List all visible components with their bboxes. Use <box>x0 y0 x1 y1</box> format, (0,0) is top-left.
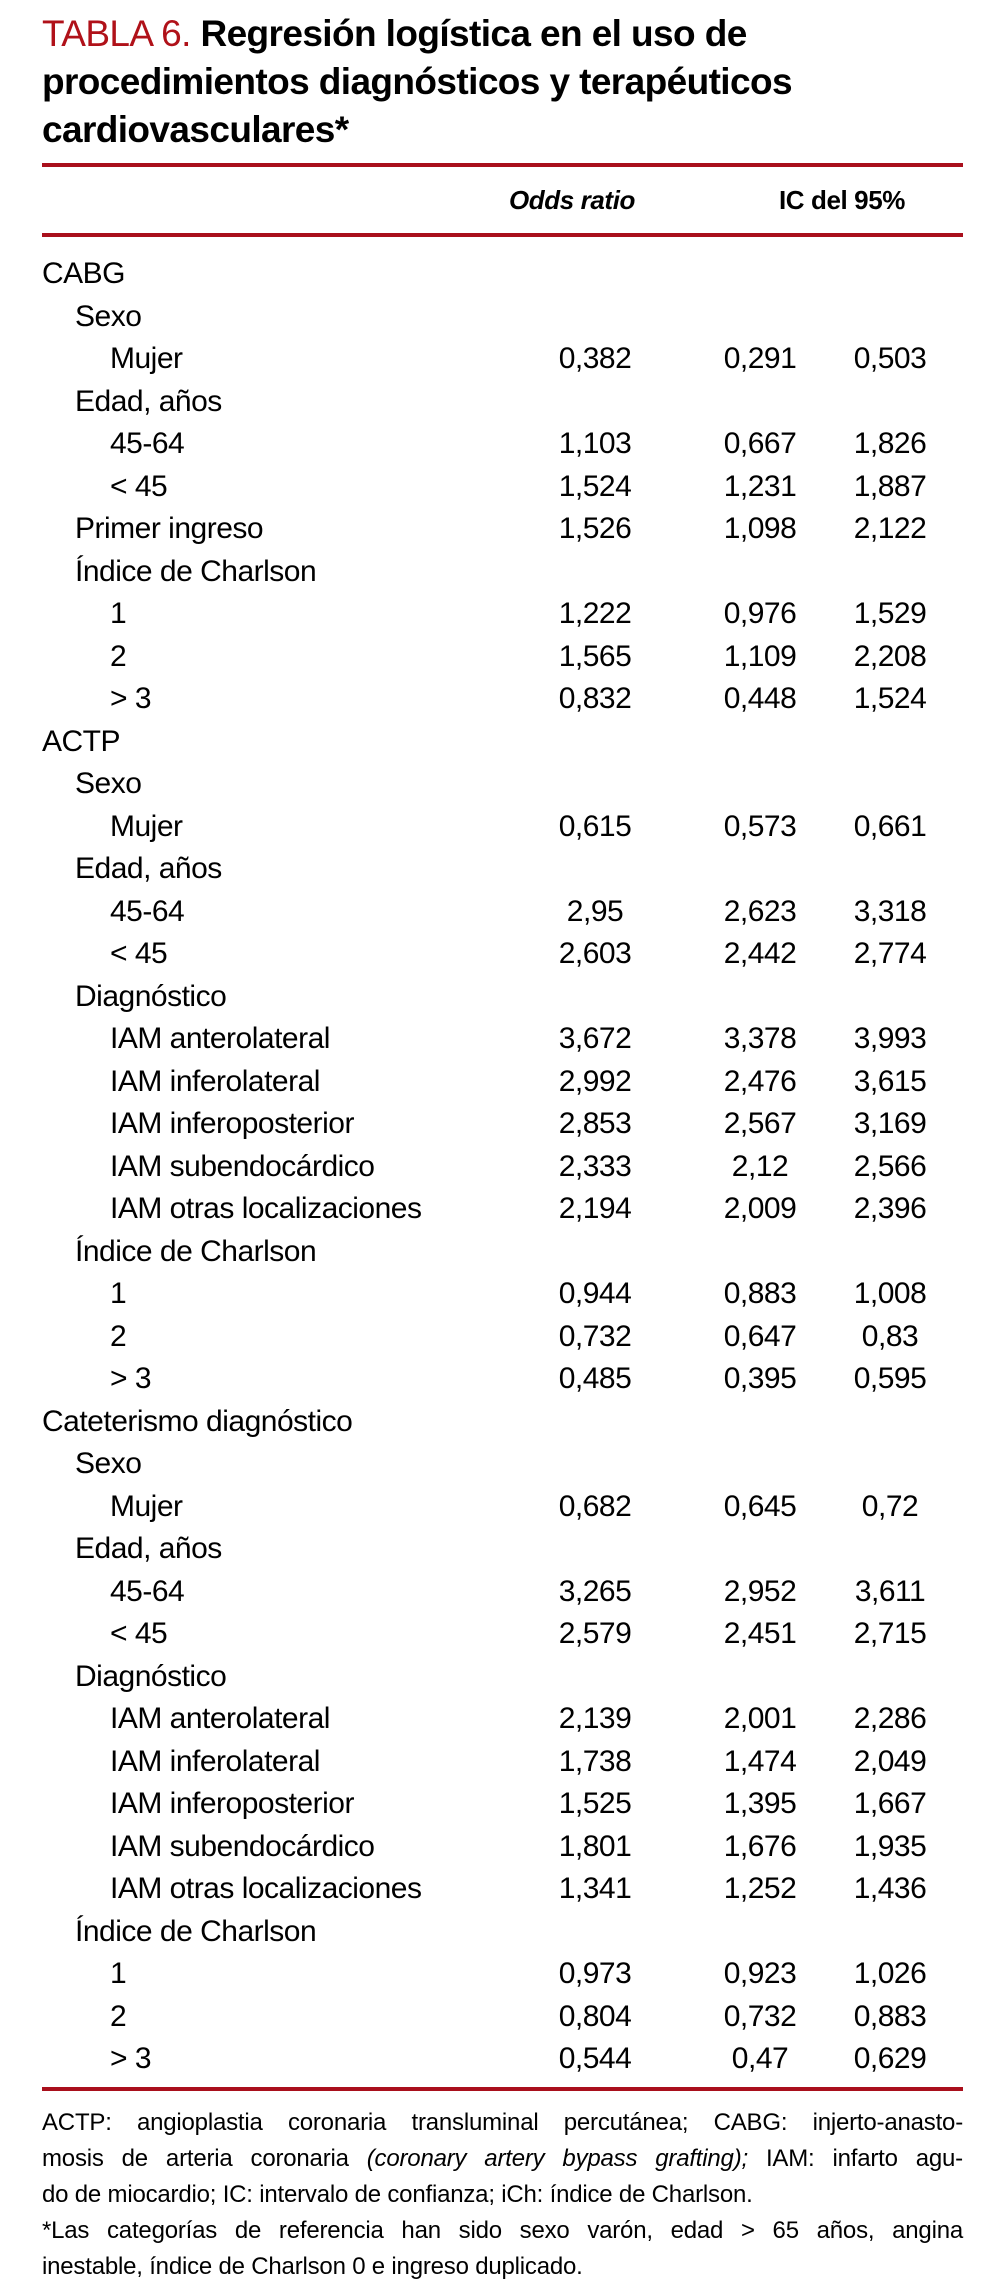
table-row <box>42 1018 963 1061</box>
row-label: Edad, años <box>75 852 222 886</box>
table-row <box>42 1486 963 1529</box>
table-row <box>42 1996 963 2039</box>
ci-lower-value: 1,109 <box>723 639 797 673</box>
row-label: Mujer <box>110 342 183 376</box>
row-label: > 3 <box>110 1362 152 1396</box>
row-label: Sexo <box>75 1447 142 1481</box>
ci-lower-value: 0,645 <box>723 1489 797 1523</box>
row-label: 2 <box>110 1999 127 2033</box>
page-title <box>42 10 963 154</box>
odds-ratio-value: 1,341 <box>558 1872 632 1906</box>
ci-lower-value: 0,647 <box>723 1319 797 1353</box>
table-row <box>42 1146 963 1189</box>
odds-ratio-value: 2,603 <box>558 937 632 971</box>
footnote-text: mosis de arteria coronaria <box>42 2144 367 2172</box>
row-label: IAM inferolateral <box>110 1744 320 1778</box>
odds-ratio-value: 0,973 <box>558 1957 632 1991</box>
ci-lower-value: 0,976 <box>723 597 797 631</box>
ci-upper-value: 1,436 <box>853 1872 927 1906</box>
ci-lower-value: 0,395 <box>723 1362 797 1396</box>
ci-upper-value: 0,629 <box>853 2042 927 2076</box>
table-row <box>42 806 963 849</box>
ci-lower-value: 2,451 <box>723 1617 797 1651</box>
ci-upper-value: 2,396 <box>853 1192 927 1226</box>
ci-upper-value: 3,615 <box>853 1064 927 1098</box>
row-label: IAM anterolateral <box>110 1022 330 1056</box>
ci-upper-value: 0,72 <box>861 1489 919 1523</box>
table-row <box>42 1316 963 1359</box>
table-row <box>42 1231 963 1274</box>
ci-upper-value: 3,318 <box>853 894 927 928</box>
row-label: Edad, años <box>75 1532 222 1566</box>
odds-ratio-value: 0,804 <box>558 1999 632 2033</box>
table-row <box>42 1783 963 1826</box>
row-label: < 45 <box>110 1617 168 1651</box>
row-label: Índice de Charlson <box>75 554 317 588</box>
ci-upper-value: 2,208 <box>853 639 927 673</box>
column-header-odds-ratio: Odds ratio <box>508 184 635 215</box>
odds-ratio-value: 1,222 <box>558 597 632 631</box>
ci-lower-value: 0,883 <box>723 1277 797 1311</box>
row-label: Edad, años <box>75 384 222 418</box>
ci-lower-value: 2,952 <box>723 1574 797 1608</box>
odds-ratio-value: 0,732 <box>558 1319 632 1353</box>
odds-ratio-value: 0,944 <box>558 1277 632 1311</box>
row-label: Diagnóstico <box>75 979 227 1013</box>
table-row <box>42 1741 963 1784</box>
odds-ratio-value: 2,95 <box>566 894 624 928</box>
footnote-line <box>42 2213 963 2249</box>
ci-upper-value: 0,661 <box>853 809 927 843</box>
table-row <box>42 381 963 424</box>
table-row <box>42 1401 963 1444</box>
row-label: 1 <box>110 597 127 631</box>
row-label: Índice de Charlson <box>75 1234 317 1268</box>
footnote-italic-text: (coronary artery bypass grafting); <box>366 2144 748 2172</box>
table-row <box>42 933 963 976</box>
ci-lower-value: 2,476 <box>723 1064 797 1098</box>
ci-upper-value: 0,83 <box>861 1319 919 1353</box>
title-line-2: procedimientos diagnósticos y terapéuticos <box>42 61 792 102</box>
odds-ratio-value: 1,103 <box>558 427 632 461</box>
table-row <box>42 721 963 764</box>
odds-ratio-value: 1,738 <box>558 1744 632 1778</box>
table-row <box>42 1528 963 1571</box>
row-label: Cateterismo diagnóstico <box>42 1404 353 1438</box>
ci-lower-value: 2,12 <box>731 1149 789 1183</box>
ci-lower-value: 2,567 <box>723 1107 797 1141</box>
column-header-ci: IC del 95% <box>778 184 906 215</box>
row-label: Mujer <box>110 809 183 843</box>
row-label: IAM inferoposterior <box>110 1107 354 1141</box>
ci-upper-value: 2,566 <box>853 1149 927 1183</box>
table-row <box>42 508 963 551</box>
ci-lower-value: 2,442 <box>723 937 797 971</box>
ci-upper-value: 0,503 <box>853 342 927 376</box>
row-label: Índice de Charlson <box>75 1914 317 1948</box>
ci-lower-value: 0,732 <box>723 1999 797 2033</box>
table-row <box>42 848 963 891</box>
table-row <box>42 1953 963 1996</box>
table-row <box>42 1188 963 1231</box>
ci-lower-value: 1,474 <box>723 1744 797 1778</box>
row-label: 2 <box>110 1319 127 1353</box>
row-label: IAM otras localizaciones <box>110 1192 422 1226</box>
table-row <box>42 551 963 594</box>
table-row <box>42 1656 963 1699</box>
table-body <box>42 237 963 2081</box>
odds-ratio-value: 0,615 <box>558 809 632 843</box>
row-label: IAM inferolateral <box>110 1064 320 1098</box>
row-label: < 45 <box>110 937 168 971</box>
table-row <box>42 2038 963 2081</box>
ci-lower-value: 1,098 <box>723 512 797 546</box>
ci-lower-value: 0,923 <box>723 1957 797 1991</box>
ci-lower-value: 0,667 <box>723 427 797 461</box>
row-label: IAM subendocárdico <box>110 1829 375 1863</box>
table-row <box>42 976 963 1019</box>
footnote-text: ACTP: angioplastia coronaria transluminal percutánea; CABG: injerto-anasto- <box>42 2108 963 2136</box>
ci-upper-value: 0,595 <box>853 1362 927 1396</box>
table-row <box>42 1698 963 1741</box>
table-row <box>42 636 963 679</box>
row-label: CABG <box>42 257 126 291</box>
table-row <box>42 1443 963 1486</box>
ci-upper-value: 1,529 <box>853 597 927 631</box>
ci-lower-value: 0,291 <box>723 342 797 376</box>
row-label: 2 <box>110 639 127 673</box>
row-label: 1 <box>110 1277 127 1311</box>
table-row <box>42 1868 963 1911</box>
row-label: 45-64 <box>110 1574 185 1608</box>
row-label: 1 <box>110 1957 127 1991</box>
ci-lower-value: 1,252 <box>723 1872 797 1906</box>
odds-ratio-value: 1,524 <box>558 469 632 503</box>
ci-upper-value: 1,935 <box>853 1829 927 1863</box>
odds-ratio-value: 3,672 <box>558 1022 632 1056</box>
row-label: Mujer <box>110 1489 183 1523</box>
odds-ratio-value: 2,333 <box>558 1149 632 1183</box>
odds-ratio-value: 1,801 <box>558 1829 632 1863</box>
odds-ratio-value: 0,544 <box>558 2042 632 2076</box>
table-row <box>42 253 963 296</box>
row-label: IAM otras localizaciones <box>110 1872 422 1906</box>
odds-ratio-value: 0,382 <box>558 342 632 376</box>
ci-upper-value: 2,286 <box>853 1702 927 1736</box>
odds-ratio-value: 2,579 <box>558 1617 632 1651</box>
row-label: IAM subendocárdico <box>110 1149 375 1183</box>
row-label: Diagnóstico <box>75 1659 227 1693</box>
row-label: Sexo <box>75 299 142 333</box>
ci-lower-value: 2,001 <box>723 1702 797 1736</box>
row-label: > 3 <box>110 2042 152 2076</box>
table-row <box>42 891 963 934</box>
table-row <box>42 1273 963 1316</box>
footnote-line <box>42 2141 963 2177</box>
ci-upper-value: 2,774 <box>853 937 927 971</box>
ci-upper-value: 1,026 <box>853 1957 927 1991</box>
ci-lower-value: 3,378 <box>723 1022 797 1056</box>
ci-lower-value: 1,231 <box>723 469 797 503</box>
odds-ratio-value: 1,525 <box>558 1787 632 1821</box>
footnote-text: inestable, índice de Charlson 0 e ingreso duplicado. <box>42 2252 583 2280</box>
table-row <box>42 296 963 339</box>
table-row <box>42 1826 963 1869</box>
odds-ratio-value: 2,853 <box>558 1107 632 1141</box>
ci-upper-value: 1,667 <box>853 1787 927 1821</box>
odds-ratio-value: 2,139 <box>558 1702 632 1736</box>
row-label: ACTP <box>42 724 121 758</box>
row-label: IAM inferoposterior <box>110 1787 354 1821</box>
row-label: 45-64 <box>110 427 185 461</box>
ci-lower-value: 0,47 <box>731 2042 789 2076</box>
ci-lower-value: 0,573 <box>723 809 797 843</box>
ci-lower-value: 2,623 <box>723 894 797 928</box>
footnotes <box>42 2105 963 2285</box>
row-label: IAM anterolateral <box>110 1702 330 1736</box>
bottom-rule <box>42 2087 963 2091</box>
odds-ratio-value: 0,682 <box>558 1489 632 1523</box>
row-label: Primer ingreso <box>75 512 264 546</box>
odds-ratio-value: 2,194 <box>558 1192 632 1226</box>
table-row <box>42 1358 963 1401</box>
row-label: < 45 <box>110 469 168 503</box>
footnote-text: *Las categorías de referencia han sido sexo varón, edad > 65 años, angina <box>42 2216 963 2244</box>
table-row <box>42 466 963 509</box>
ci-upper-value: 1,008 <box>853 1277 927 1311</box>
ci-upper-value: 2,715 <box>853 1617 927 1651</box>
ci-lower-value: 1,395 <box>723 1787 797 1821</box>
table-row <box>42 1571 963 1614</box>
table-row <box>42 1061 963 1104</box>
footnote-text: IAM: infarto agu- <box>747 2144 963 2172</box>
ci-lower-value: 2,009 <box>723 1192 797 1226</box>
table-row <box>42 678 963 721</box>
odds-ratio-value: 3,265 <box>558 1574 632 1608</box>
odds-ratio-value: 1,526 <box>558 512 632 546</box>
ci-upper-value: 1,524 <box>853 682 927 716</box>
ci-lower-value: 1,676 <box>723 1829 797 1863</box>
ci-upper-value: 2,122 <box>853 512 927 546</box>
footnote-line <box>42 2249 963 2285</box>
ci-upper-value: 1,826 <box>853 427 927 461</box>
ci-upper-value: 3,169 <box>853 1107 927 1141</box>
table-number: TABLA 6. <box>42 13 191 54</box>
odds-ratio-value: 0,485 <box>558 1362 632 1396</box>
row-label: > 3 <box>110 682 152 716</box>
table-row <box>42 1911 963 1954</box>
ci-upper-value: 3,993 <box>853 1022 927 1056</box>
ci-upper-value: 3,611 <box>854 1574 926 1608</box>
table-row <box>42 1103 963 1146</box>
ci-lower-value: 0,448 <box>723 682 797 716</box>
footnote-line <box>42 2105 963 2141</box>
table-row <box>42 763 963 806</box>
table-row <box>42 593 963 636</box>
odds-ratio-value: 2,992 <box>558 1064 632 1098</box>
odds-ratio-value: 0,832 <box>558 682 632 716</box>
table-row <box>42 1613 963 1656</box>
ci-upper-value: 0,883 <box>853 1999 927 2033</box>
footnote-line <box>42 2177 963 2213</box>
title-line-3: cardiovasculares* <box>42 109 349 150</box>
table-row <box>42 338 963 381</box>
footnote-text: do de miocardio; IC: intervalo de confianza; iCh: índice de Charlson. <box>42 2180 753 2208</box>
row-label: Sexo <box>75 767 142 801</box>
ci-upper-value: 2,049 <box>853 1744 927 1778</box>
row-label: 45-64 <box>110 894 185 928</box>
table-header-row <box>42 167 963 233</box>
ci-upper-value: 1,887 <box>853 469 927 503</box>
title-line-1: Regresión logística en el uso de <box>200 13 747 54</box>
table-row <box>42 423 963 466</box>
odds-ratio-value: 1,565 <box>558 639 632 673</box>
